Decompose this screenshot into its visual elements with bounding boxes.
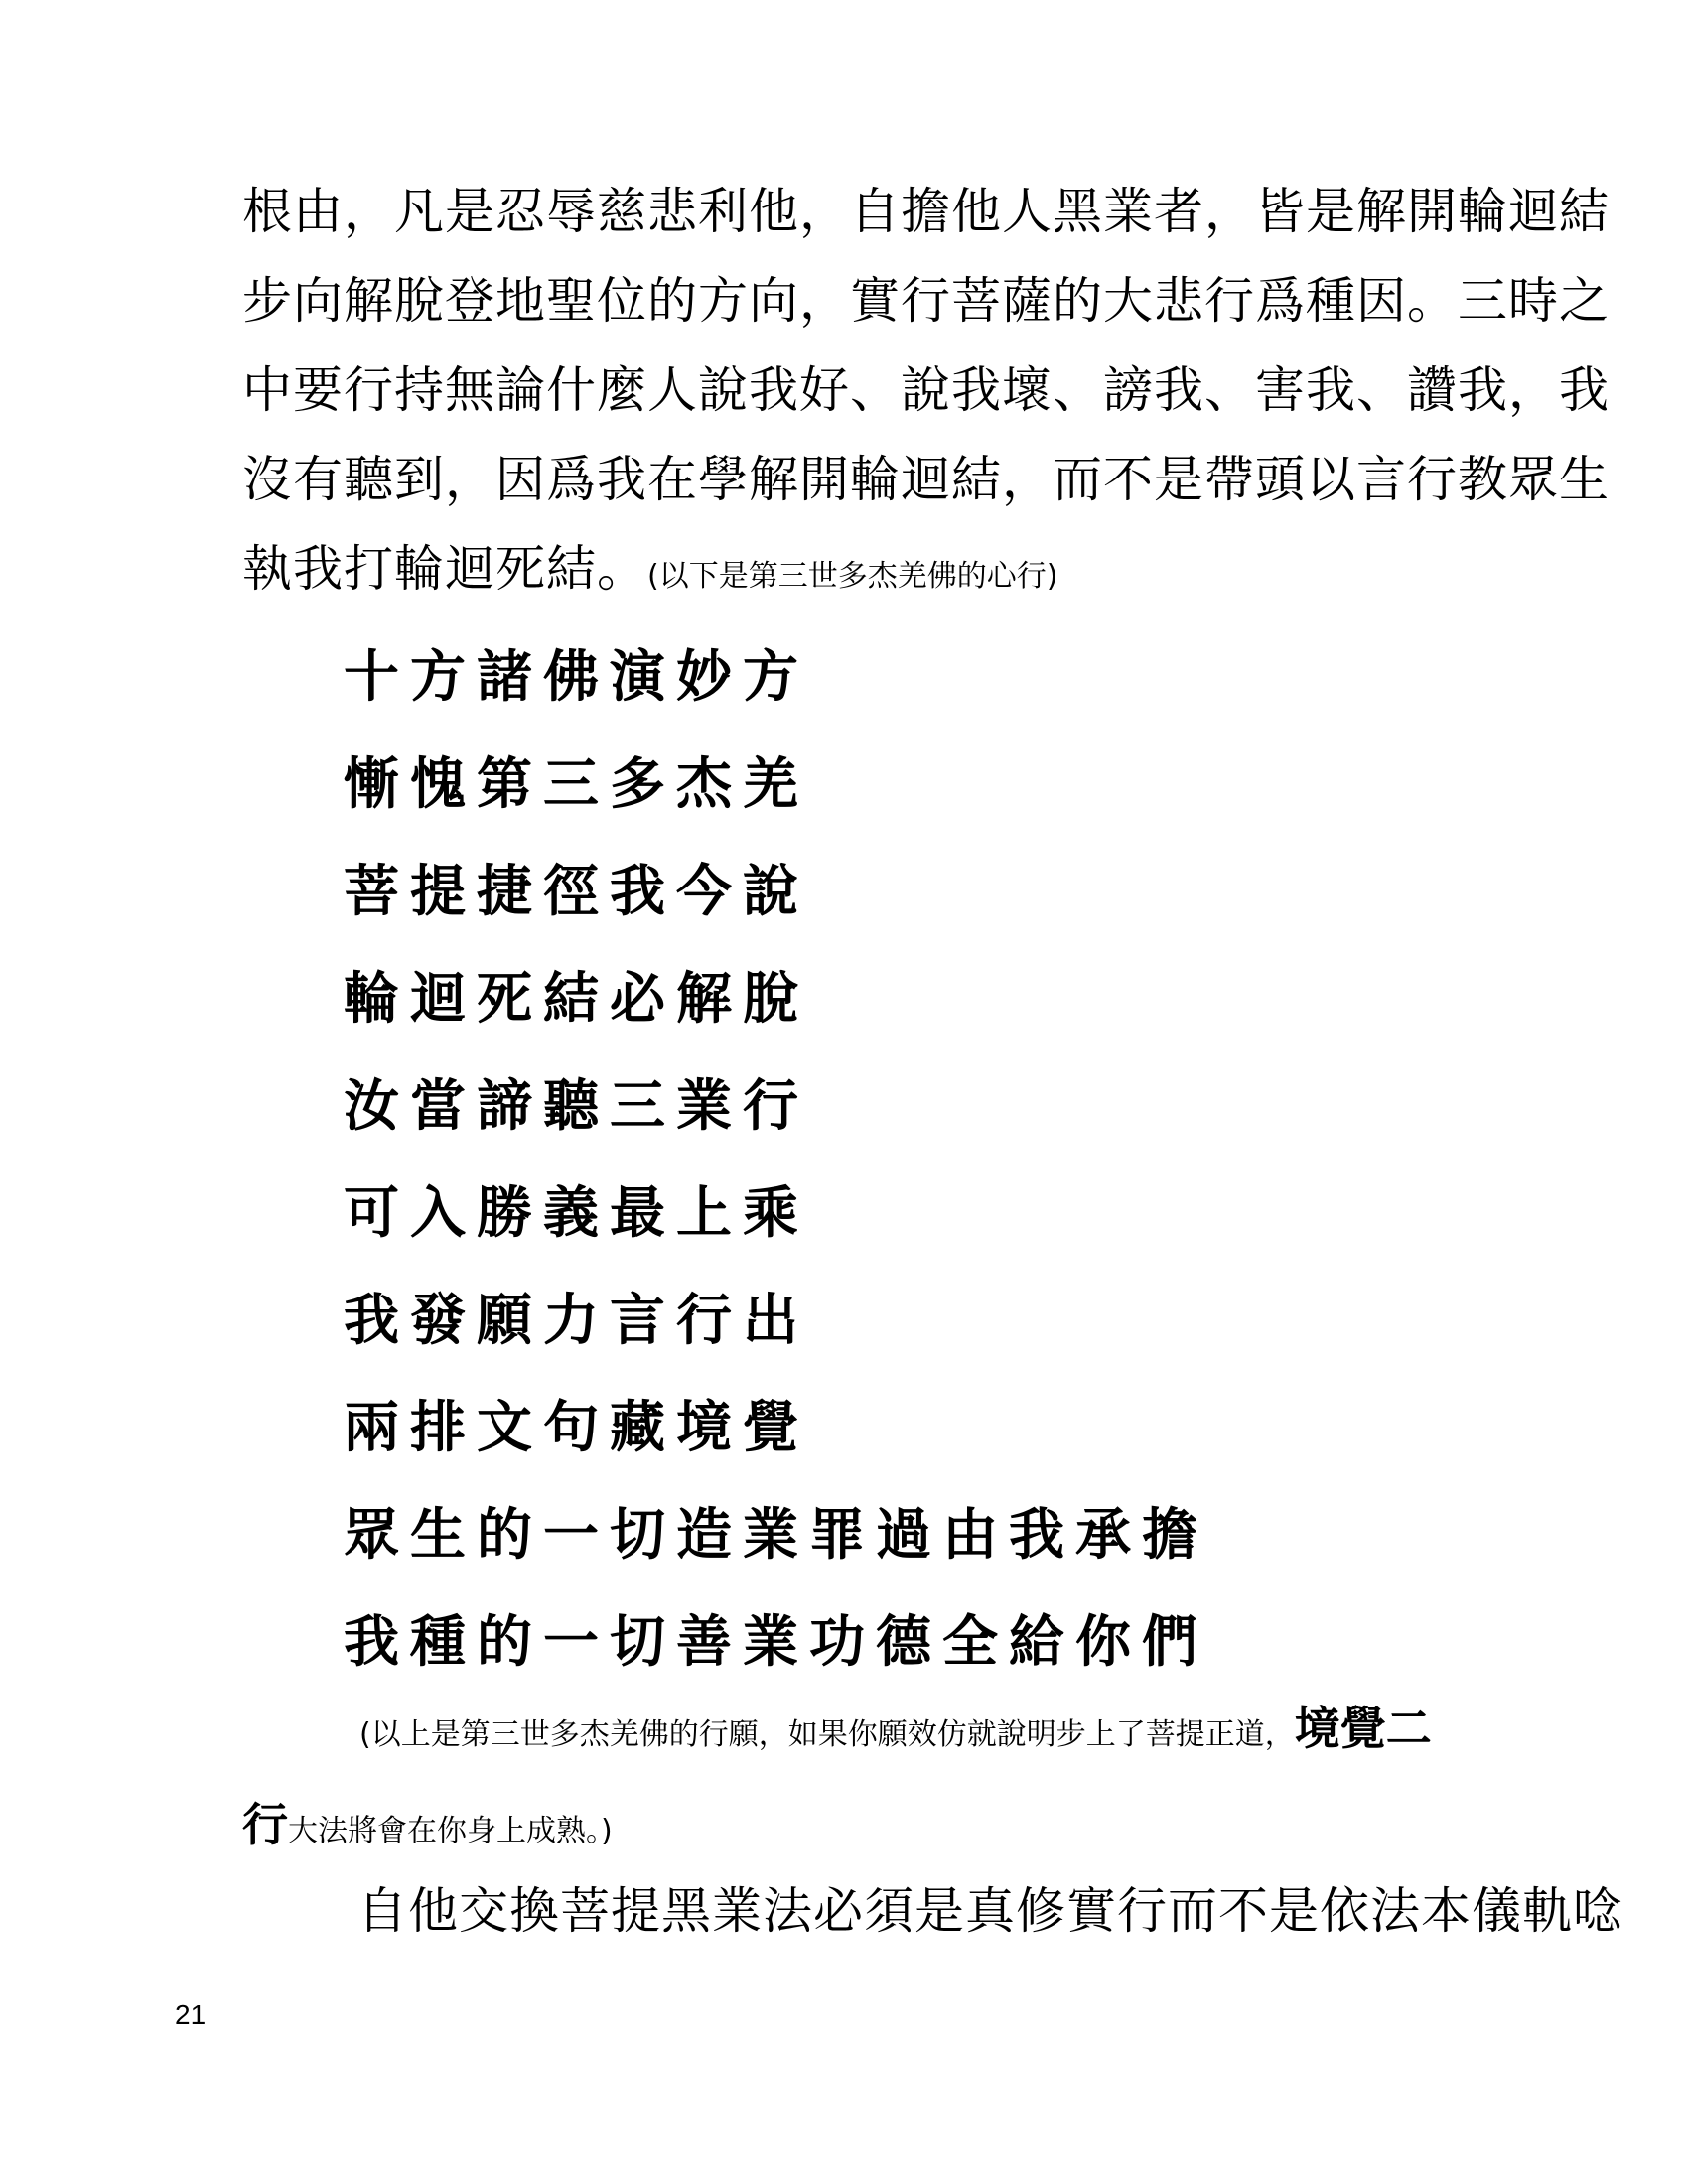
verse-line: 兩排文句藏境覺 xyxy=(344,1395,809,1460)
verse-line: 我種的一切善業功德全給你們 xyxy=(344,1609,1208,1675)
intro-line: 步向解脫登地聖位的方向，實行菩薩的大悲行爲種因。三時之 xyxy=(242,272,1610,330)
verse-line: 可入勝義最上乘 xyxy=(344,1180,809,1246)
verse-line: 我發願力言行出 xyxy=(344,1288,809,1353)
intro-line: 中要行持無論什麼人說我好、說我壞、謗我、害我、讚我，我 xyxy=(242,361,1610,419)
intro-line: 根由，凡是忍辱慈悲利他，自擔他人黑業者，皆是解開輪迴結 xyxy=(242,183,1610,240)
verse-block xyxy=(344,623,1208,1696)
footnote xyxy=(242,1684,1513,1876)
intro-paragraph xyxy=(242,167,1610,621)
intro-line: 沒有聽到，因爲我在學解開輪迴結，而不是帶頭以言行教眾生 xyxy=(242,451,1610,508)
verse-line: 十方諸佛演妙方 xyxy=(344,644,809,710)
closing-line: 自他交換菩提黑業法必須是真修實行而不是依法本儀軌唸 xyxy=(357,1882,1623,1940)
page-number: 21 xyxy=(175,1999,207,2030)
intro-note: (以下是第三世多杰羌佛的心行) xyxy=(647,559,1058,594)
footnote-text-1: (以上是第三世多杰羌佛的行願，如果你願效仿就說明步上了菩提正道， xyxy=(359,1717,1295,1752)
verse-line: 菩提捷徑我今說 xyxy=(344,859,809,924)
intro-line-text: 執我打輪迴死結。 xyxy=(242,540,647,598)
footnote-bold-2: 行 xyxy=(242,1798,288,1851)
footnote-line-1 xyxy=(242,1684,1513,1780)
verse-line: 慚愧第三多杰羌 xyxy=(344,751,809,817)
footnote-bold-1: 境覺二 xyxy=(1294,1702,1432,1755)
verse-line: 汝當諦聽三業行 xyxy=(344,1073,809,1139)
intro-line-last xyxy=(242,524,1513,621)
verse-line: 輪迴死結必解脫 xyxy=(344,966,809,1031)
footnote-text-2: 大法將會在你身上成熟。) xyxy=(288,1814,613,1848)
footnote-line-2 xyxy=(242,1780,1513,1876)
verse-line: 眾生的一切造業罪過由我承擔 xyxy=(344,1502,1208,1568)
